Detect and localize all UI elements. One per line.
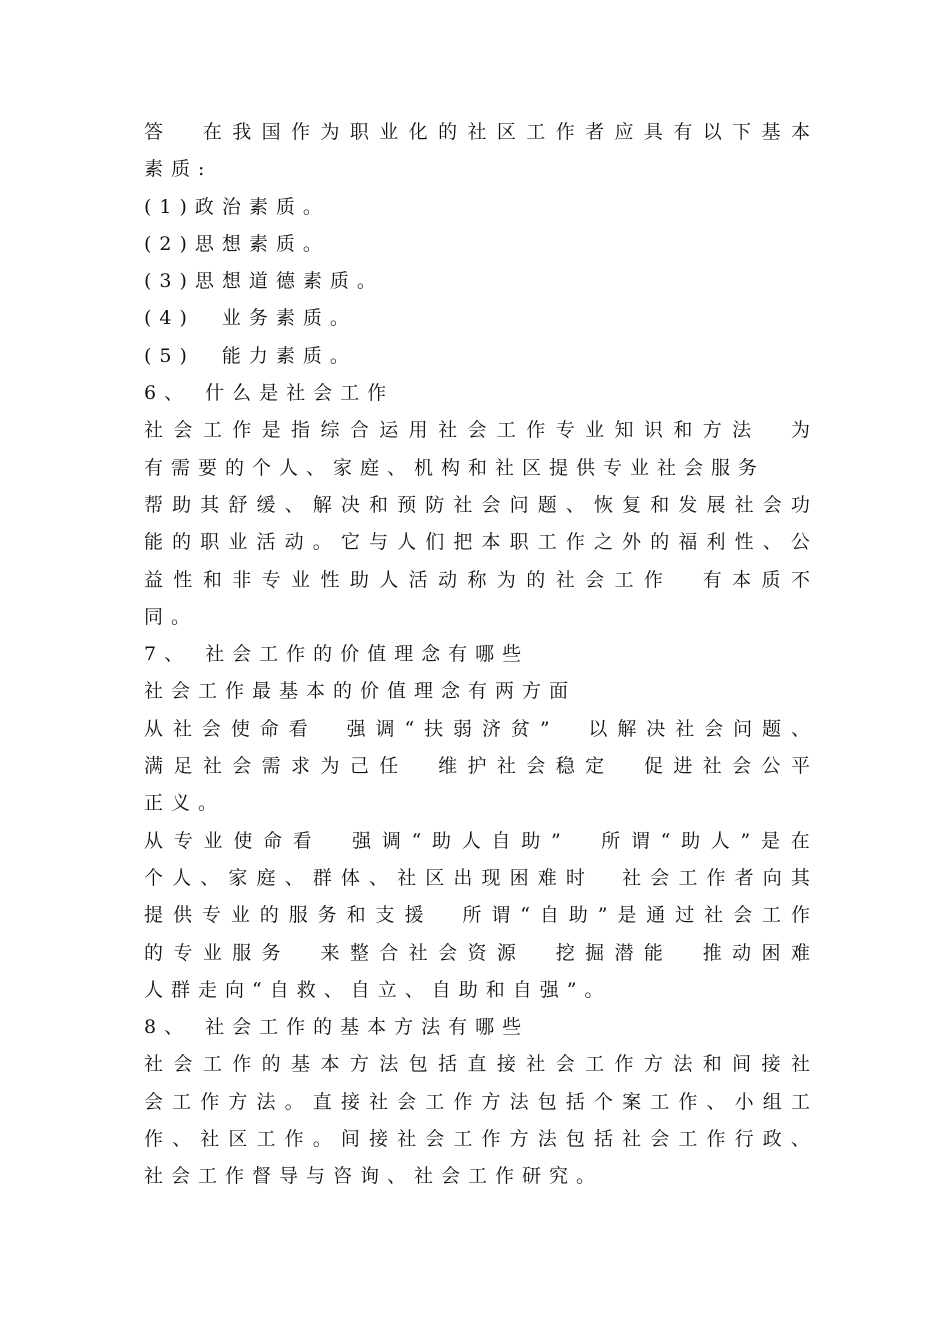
text-line: 会 工 作 方 法 。 直 接 社 会 工 作 方 法 包 括 个 案 工 作 、 小 组 工 bbox=[144, 1090, 810, 1113]
text-line: 社会工作最基本的价值理念有两方面 bbox=[144, 680, 577, 703]
text-line: (2)思想素质。 bbox=[144, 232, 330, 255]
text-line: (3)思想道德素质。 bbox=[144, 270, 384, 293]
text-line: 从 社 会 使 命 看 强 调 “ 扶 弱 济 贫 ” 以 解 决 社 会 问 题 、 bbox=[144, 717, 810, 740]
text-line: 正义。 bbox=[144, 792, 226, 815]
text-line: 益 性 和 非 专 业 性 助 人 活 动 称 为 的 社 会 工 作 有 本 质 不 bbox=[144, 568, 810, 591]
text-line: 同。 bbox=[144, 605, 199, 628]
text-line: 素质: bbox=[144, 158, 213, 181]
text-line: 从 专 业 使 命 看 强 调 “ 助 人 自 助 ” 所 谓 “ 助 人 ” 是 在 bbox=[144, 829, 810, 852]
text-line: 作 、 社 区 工 作 。 间 接 社 会 工 作 方 法 包 括 社 会 工 作 行 政 、 bbox=[144, 1128, 810, 1151]
text-line: 社 会 工 作 是 指 综 合 运 用 社 会 工 作 专 业 知 识 和 方 法 为 bbox=[144, 419, 810, 442]
text-line: 有需要的个人、家庭、机构和社区提供专业社会服务 bbox=[144, 456, 766, 479]
text-line: 6、 什么是社会工作 bbox=[144, 382, 395, 405]
text-line: (5) 能力素质。 bbox=[144, 344, 357, 367]
text-line: 能 的 职 业 活 动 。 它 与 人 们 把 本 职 工 作 之 外 的 福 利 性 、 公 bbox=[144, 531, 810, 554]
text-line: 个 人 、 家 庭 、 群 体 、 社 区 出 现 困 难 时 社 会 工 作 者 向 其 bbox=[144, 866, 810, 889]
text-line: 帮 助 其 舒 缓 、 解 决 和 预 防 社 会 问 题 、 恢 复 和 发 展 社 会 功 bbox=[144, 493, 810, 516]
text-line: 答 在 我 国 作 为 职 业 化 的 社 区 工 作 者 应 具 有 以 下 基 本 bbox=[144, 121, 810, 143]
text-line: (4) 业务素质。 bbox=[144, 307, 357, 330]
text-line: 社 会 工 作 的 基 本 方 法 包 括 直 接 社 会 工 作 方 法 和 间 接 社 bbox=[144, 1053, 810, 1076]
text-line: 提 供 专 业 的 服 务 和 支 援 所 谓 “ 自 助 ” 是 通 过 社 会 工 作 bbox=[144, 904, 810, 927]
document-page bbox=[144, 114, 810, 1196]
text-line: 7、 社会工作的价值理念有哪些 bbox=[144, 643, 530, 666]
text-line: 的 专 业 服 务 来 整 合 社 会 资 源 挖 掘 潜 能 推 动 困 难 bbox=[144, 941, 810, 964]
text-line: 社会工作督导与咨询、社会工作研究。 bbox=[144, 1165, 604, 1188]
text-line: 满 足 社 会 需 求 为 己 任 维 护 社 会 稳 定 促 进 社 会 公 平 bbox=[144, 755, 810, 778]
text-line: 8、 社会工作的基本方法有哪些 bbox=[144, 1016, 530, 1039]
text-line: 人群走向“自救、自立、自助和自强”。 bbox=[144, 978, 612, 1001]
text-line: (1)政治素质。 bbox=[144, 195, 330, 218]
